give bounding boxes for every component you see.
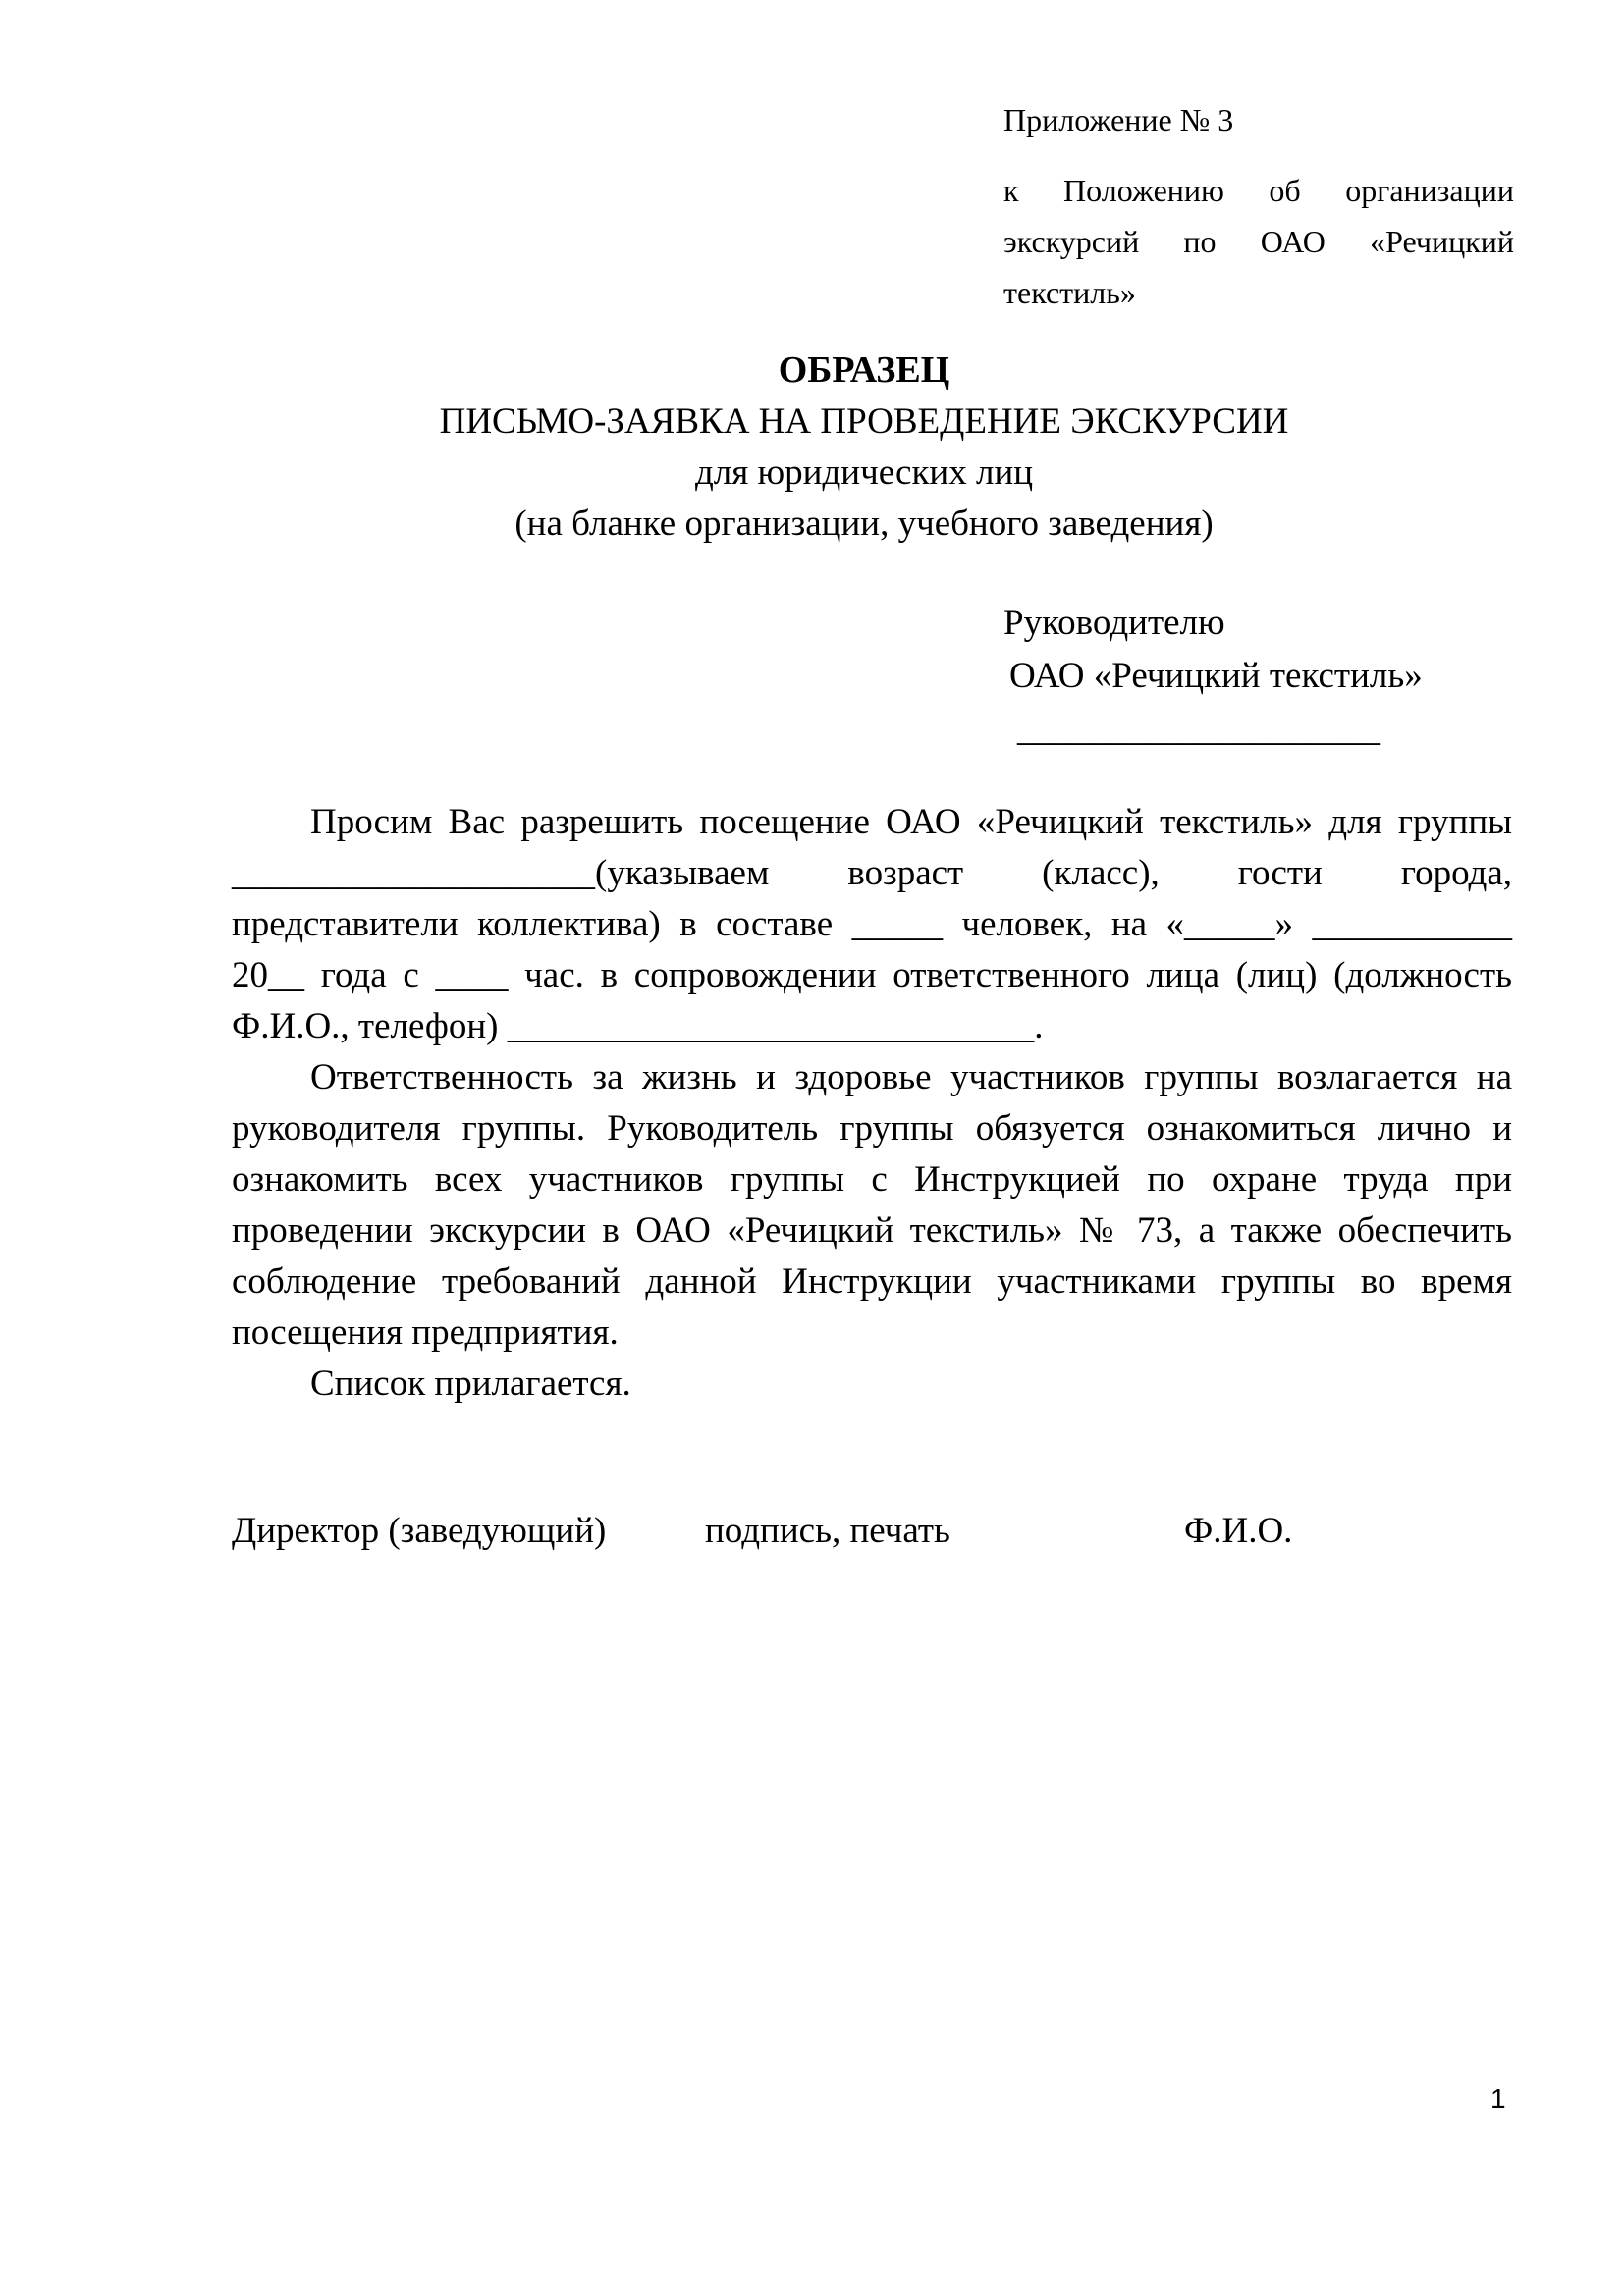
responsibility-line-6: посещения предприятия. [232, 1312, 619, 1353]
appendix-reference [1003, 165, 1514, 318]
responsibility-line-4: проведении экскурсии в ОАО «Речицкий текстиль» № 73, а также обеспечить [232, 1210, 1512, 1251]
request-line-1: Просим Вас разрешить посещение ОАО «Речицкий текстиль» для группы [310, 802, 1512, 842]
sample-label: ОБРАЗЕЦ [778, 349, 950, 391]
request-line-2: ____________________(указываем возраст (класс), гости города, [232, 853, 1512, 893]
letter-heading: ПИСЬМО-ЗАЯВКА НА ПРОВЕДЕНИЕ ЭКСКУРСИИ [439, 401, 1289, 442]
appendix-line-2: экскурсий по ОАО «Речицкий [1003, 224, 1514, 259]
request-line-3: представители коллектива) в составе _____ человек, на «_____» ___________ [232, 904, 1512, 944]
attachment-line: Список прилагается. [310, 1363, 631, 1404]
letter-note: (на бланке организации, учебного заведения) [514, 504, 1214, 544]
responsibility-line-5: соблюдение требований данной Инструкции участниками группы во время [232, 1261, 1512, 1302]
addressee-blank: ____________________ [1017, 709, 1380, 749]
addressee-block [1003, 597, 1423, 756]
director-label: Директор (заведующий) [232, 1511, 607, 1551]
appendix-number: Приложение № 3 [1003, 102, 1234, 137]
sign-stamp-label: подпись, печать [705, 1511, 950, 1551]
addressee-line-1: Руководителю [1003, 603, 1225, 643]
request-line-5: Ф.И.О., телефон) _____________________________. [232, 1006, 1044, 1046]
request-paragraph [232, 797, 1512, 1052]
responsibility-line-2: руководителя группы. Руководитель группы обязуется ознакомиться лично и [232, 1108, 1512, 1148]
request-line-4: 20__ года с ____ час. в сопровождении ответственного лица (лиц) (должность [232, 955, 1512, 995]
appendix-line-3: текстиль» [1003, 275, 1136, 310]
appendix-line-1: к Положению об организации [1003, 173, 1514, 208]
letter-subheading: для юридических лиц [694, 453, 1034, 493]
addressee-line-2: ОАО «Речицкий текстиль» [1009, 656, 1423, 696]
letter-body [232, 797, 1512, 1410]
responsibility-paragraph [232, 1052, 1512, 1359]
attachment-paragraph [232, 1359, 1512, 1410]
document-title [226, 344, 1502, 550]
responsibility-line-1: Ответственность за жизнь и здоровье участников группы возлагается на [310, 1057, 1512, 1097]
page-number: 1 [1490, 2083, 1506, 2113]
fio-label: Ф.И.О. [1184, 1511, 1293, 1551]
responsibility-line-3: ознакомить всех участников группы с Инструкцией по охране труда при [232, 1159, 1512, 1200]
